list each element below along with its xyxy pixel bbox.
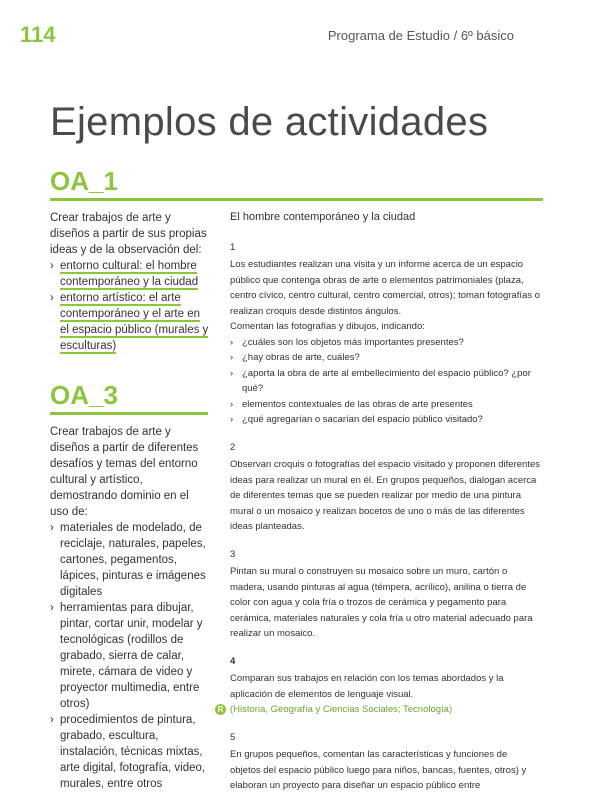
activity-1-lead: Comentan las fotografías y dibujos, indicando:	[230, 321, 425, 332]
oa3-divider	[50, 412, 208, 415]
activities-subtitle: El hombre contemporáneo y la ciudad	[230, 211, 416, 223]
activity-4-text: Comparan sus trabajos en relación con los temas abordados y la aplicación de elementos de lenguaje visual.	[230, 673, 504, 700]
oa3-item: › herramientas para dibujar, pintar, cortar unir, modelar y tecnológicas (rodillos de grabado, sierra de calar, mirete, cámara de video y proyector multimedia, entre otros)	[50, 600, 210, 712]
question-item: › ¿cuáles son los objetos más importantes presentes?	[230, 335, 540, 351]
oa1-divider	[50, 198, 543, 201]
oa1-item: › entorno artístico: el arte contemporáneo y el arte en el espacio público (murales y esculturas)	[50, 290, 210, 354]
oa3-description	[50, 424, 210, 792]
activity-1-questions	[230, 335, 540, 428]
activity-3-number: 3	[230, 548, 236, 560]
activity-4-reference	[217, 702, 540, 718]
oa1-heading: OA_1	[50, 166, 118, 196]
activity-2-text: Observan croquis o fotografías del espacio visitado y proponen diferentes ideas para realizar un mural en él. En grupos pequeños, dialogan acerca de diferentes temas que se pueden realizar por medio de una pintura mural o un mosaico y realizan bocetos de uno o más de las diferentes ideas planteadas.	[230, 459, 540, 532]
oa3-heading: OA_3	[50, 380, 118, 410]
activity-4-number: 4	[230, 655, 236, 667]
header-title: Programa de Estudio / 6º básico	[327, 28, 514, 43]
oa3-intro: Crear trabajos de arte y diseños a partir de diferentes desafíos y temas del entorno cultural y artístico, demostrando dominio en el uso de:	[50, 426, 199, 518]
activity-5-text: En grupos pequeños, comentan las características y funciones de objetos del espacio público luego para niños, bancas, fuentes, otros) y elaboran un proyecto para diseñar un espacio público entre	[230, 749, 527, 791]
activity-2-number: 2	[230, 441, 236, 453]
activity-5-number: 5	[230, 731, 236, 743]
oa1-description	[50, 210, 210, 354]
oa1-list	[50, 258, 210, 354]
question-item: › ¿aporta la obra de arte al embellecimiento del espacio público? ¿por qué?	[230, 366, 540, 397]
question-item: › ¿hay obras de arte, cuáles?	[230, 350, 540, 366]
oa3-item: › materiales de modelado, de reciclaje, naturales, papeles, cartones, pegamentos, lápices, pinturas e imágenes digitales	[50, 520, 210, 600]
activity-1-number: 1	[230, 241, 236, 253]
oa3-list	[50, 520, 210, 792]
main-title: Ejemplos de actividades	[50, 100, 489, 144]
activities-column	[217, 210, 540, 794]
question-item: › elementos contextuales de las obras de arte presentes	[230, 397, 540, 413]
page-number: 114	[20, 22, 56, 47]
oa3-item: › procedimientos de pintura, grabado, escultura, instalación, técnicas mixtas, arte digital, fotografía, video, murales, entre otros	[50, 712, 210, 792]
activity-1-text: Los estudiantes realizan una visita y un informe acerca de un espacio público que contenga obras de arte o elementos patrimoniales (plaza, centro cívico, centro cultural, centro comercial, otros); toman fotografías o realizan croquis desde distintos ángulos.	[230, 259, 540, 317]
activity-3-text: Pintan su mural o construyen su mosaico sobre un muro, cartón o madera, usando pinturas al agua (témpera, acrílico), anilina o tierra de color con agua y cola fría o trozos de cerámica y pegamento para cerámica, materiales naturales y cola fría u otro material adecuado para realizar un mosaico.	[230, 566, 533, 639]
oa1-item: › entorno cultural: el hombre contemporáneo y la ciudad	[50, 258, 210, 290]
oa1-intro: Crear trabajos de arte y diseños a partir de sus propias ideas y de la observación del:	[50, 212, 207, 256]
question-item: › ¿qué agregarían o sacarían del espacio público visitado?	[230, 412, 540, 428]
reference-icon: R	[215, 704, 226, 715]
reference-text: (Historia, Geografía y Ciencias Sociales; Tecnología)	[230, 704, 453, 715]
